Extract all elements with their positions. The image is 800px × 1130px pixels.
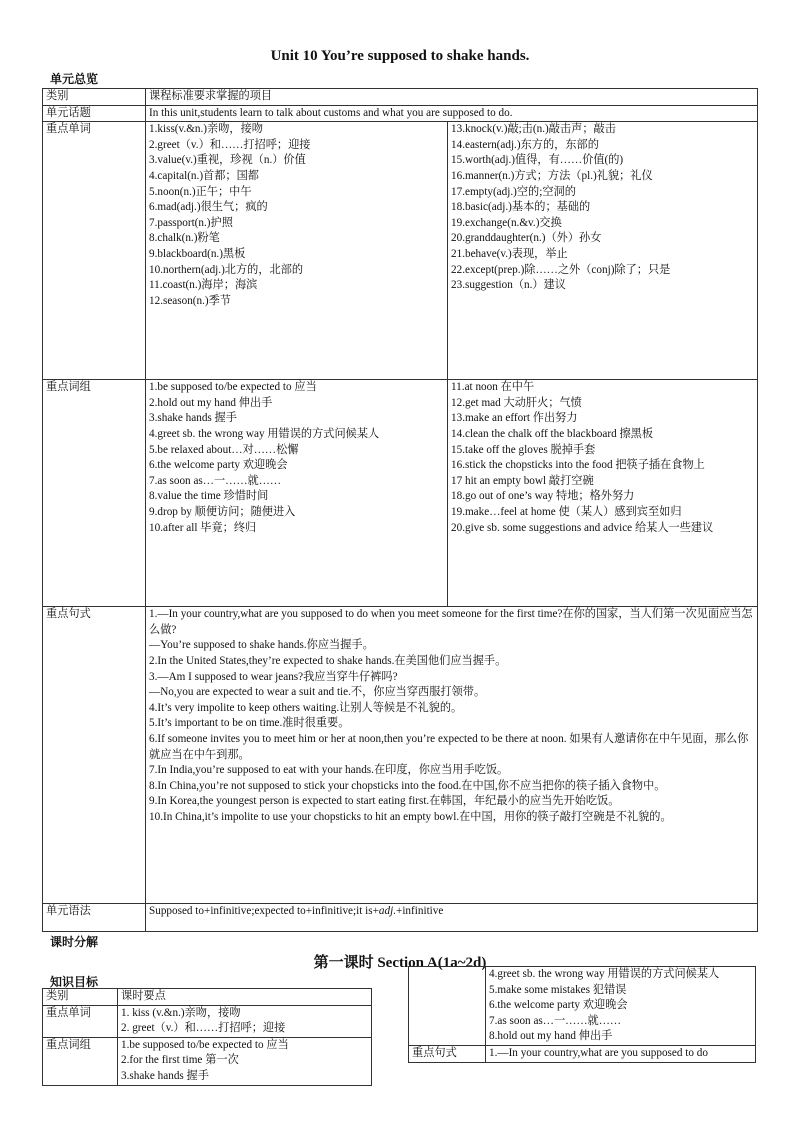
lesson-phrases-cell [118,1037,372,1085]
sentence-item: 5.It’s important to be on time.准时很重要。 [149,717,350,730]
phrase-item: 12.get mad 大动肝火；气愤 [451,396,582,409]
sentences-label: 重点句式 [43,607,146,904]
sentence-item: —No,you are expected to wear a suit and tie.不，你应当穿西服打领带。 [149,686,486,699]
lesson-header-category: 类别 [43,989,118,1006]
word-item: 12.season(n.)季节 [149,294,232,307]
lesson-points-table [42,988,372,1086]
sentence-item: 8.In China,you’re not supposed to stick your chopsticks into the food.在中国,你不应当把你的筷子插入食物中。 [149,779,666,792]
topic-text: In this unit,students learn to talk about customs and what you are supposed to do. [146,105,758,122]
topic-label: 单元话题 [43,105,146,122]
word-item: 18.basic(adj.)基本的；基础的 [451,201,591,214]
continued-phrase-item: 5.make some mistakes 犯错误 [489,983,627,996]
phrase-item: 10.after all 毕竟；终归 [149,521,257,534]
word-item: 5.noon(n.)正午；中午 [149,185,252,198]
page-title: Unit 10 You’re supposed to shake hands. [270,48,530,64]
lesson-title: 第一课时 Section A(1a~2d) [313,955,487,971]
phrase-item: 20.give sb. some suggestions and advice 给某人一些建议 [451,521,714,534]
lesson-word-item: 1. kiss (v.&n.)亲吻，接吻 [121,1006,241,1019]
words-left-cell [146,122,448,380]
sentence-item: 4.It’s very impolite to keep others waiting.让别人等候是不礼貌的。 [149,701,463,714]
phrase-item: 11.at noon 在中午 [451,381,535,394]
phrase-item: 15.take off the gloves 脱掉手套 [451,443,596,456]
phrase-item: 8.value the time 珍惜时间 [149,490,269,503]
grammar-text-a: Supposed to+infinitive;expected to+infinitive;it is+ [149,905,379,918]
continued-label-empty [409,967,486,1046]
word-item: 23.suggestion（n.）建议 [451,279,566,292]
word-item: 20.granddaughter(n.)（外）孙女 [451,232,602,245]
word-item: 1.kiss(v.&n.)亲吻，接吻 [149,123,263,136]
grammar-text-b: +infinitive [396,905,444,918]
words-label: 重点单词 [43,122,146,380]
sentence-item: 1.—In your country,what are you supposed to do when you meet someone for the first time?在你的国家，当人们第一次见面应当怎么做? [149,608,753,636]
lesson-header-points: 课时要点 [118,989,372,1006]
phrase-item: 14.clean the chalk off the blackboard 擦黑板 [451,427,654,440]
grammar-adj: adj. [378,905,397,918]
phrase-item: 6.the welcome party 欢迎晚会 [149,459,288,472]
lesson-phrase-item: 3.shake hands 握手 [121,1069,209,1082]
phrase-item: 19.make…feel at home 使（某人）感到宾至如归 [451,505,682,518]
sentences-cell [146,607,758,904]
phrase-item: 1.be supposed to/be expected to 应当 [149,381,317,394]
sentence-item: 2.In the United States,they’re expected to shake hands.在美国他们应当握手。 [149,654,507,667]
continued-sentence-cell [486,1045,756,1062]
lesson-continued-table [408,966,756,1063]
overview-heading: 单元总览 [50,72,99,86]
lesson-phrase-item: 1.be supposed to/be expected to 应当 [121,1038,289,1051]
word-item: 21.behave(v.)表现，举止 [451,247,568,260]
continued-sentence-label: 重点句式 [409,1045,486,1062]
grammar-label: 单元语法 [43,904,146,932]
header-category: 类别 [43,89,146,106]
phrases-right-cell [448,380,758,607]
phrase-item: 13.make an effort 作出努力 [451,412,578,425]
header-items: 课程标准要求掌握的项目 [146,89,758,106]
lesson-phrases-label: 重点词组 [43,1037,118,1085]
phrase-item: 18.go out of one’s way 特地；格外努力 [451,490,635,503]
sentence-item: 6.If someone invites you to meet him or her at noon,then you’re expected to be there at noon. 如果有人邀请你在中午见面，那么你就应当在中午到那。 [149,732,749,761]
word-item: 3.value(v.)重视，珍视（n.）价值 [149,154,306,167]
words-right-cell [448,122,758,380]
phrase-item: 17 hit an empty bowl 敲打空碗 [451,474,594,487]
word-item: 22.except(prep.)除……之外（conj)除了；只是 [451,263,671,276]
word-item: 9.blackboard(n.)黑板 [149,247,246,260]
lesson-word-item: 2. greet（v.）和……打招呼；迎接 [121,1022,286,1035]
phrases-left-cell [146,380,448,607]
word-item: 4.capital(n.)首都；国都 [149,169,259,182]
word-item: 7.passport(n.)护照 [149,216,233,229]
word-item: 14.eastern(adj.)东方的，东部的 [451,138,599,151]
grammar-cell [146,904,758,932]
sentence-item: 7.In India,you’re supposed to eat with your hands.在印度，你应当用手吃饭。 [149,764,509,777]
lesson-words-label: 重点单词 [43,1005,118,1037]
word-item: 15.worth(adj.)值得，有……价值(的) [451,154,624,167]
word-item: 2.greet（v.）和……打招呼；迎接 [149,138,311,151]
phrase-item: 3.shake hands 握手 [149,412,237,425]
phrase-item: 16.stick the chopsticks into the food 把筷子插在食物上 [451,459,705,472]
knowledge-heading: 知识目标 [50,975,99,989]
phrases-label: 重点词组 [43,380,146,607]
unit-overview-table [42,88,758,932]
lesson-words-cell [118,1005,372,1037]
phrase-item: 5.be relaxed about…对……松懈 [149,443,299,456]
word-item: 8.chalk(n.)粉笔 [149,232,220,245]
continued-phrase-item: 4.greet sb. the wrong way 用错误的方式问候某人 [489,968,720,980]
continued-phrase-item: 8.hold out my hand 伸出手 [489,1030,613,1043]
sentence-item: 10.In China,it’s impolite to use your chopsticks to hit an empty bowl.在中国，用你的筷子敲打空碗是不礼貌的。 [149,810,672,823]
word-item: 19.exchange(n.&v.)交换 [451,216,562,229]
sentence-item: 3.—Am I supposed to wear jeans?我应当穿牛仔裤吗? [149,670,398,683]
phrase-item: 7.as soon as…一……就…… [149,474,282,487]
continued-phrase-item: 7.as soon as…一……就…… [489,1014,622,1027]
phrase-item: 2.hold out my hand 伸出手 [149,396,273,409]
word-item: 16.manner(n.)方式；方法（pl.)礼貌；礼仪 [451,169,653,182]
sentence-item: 9.In Korea,the youngest person is expected to start eating first.在韩国，年纪最小的应当先开始吃饭。 [149,795,620,808]
continued-sentence-item: 1.—In your country,what are you supposed to do [489,1046,708,1059]
word-item: 13.knock(v.)敲;击(n.)敲击声；敲击 [451,123,616,136]
lesson-phrase-item: 2.for the first time 第一次 [121,1054,239,1067]
sentence-item: —You’re supposed to shake hands.你应当握手。 [149,639,374,652]
continued-phrases-cell [486,967,756,1046]
word-item: 11.coast(n.)海岸；海滨 [149,279,258,292]
phrase-item: 4.greet sb. the wrong way 用错误的方式问候某人 [149,427,380,440]
word-item: 17.empty(adj.)空的;空洞的 [451,185,576,198]
word-item: 10.northern(adj.)北方的，北部的 [149,263,304,276]
continued-phrase-item: 6.the welcome party 欢迎晚会 [489,999,628,1012]
lessons-heading: 课时分解 [50,935,99,949]
phrase-item: 9.drop by 顺便访问；随便进入 [149,505,296,518]
word-item: 6.mad(adj.)很生气；疯的 [149,201,268,214]
